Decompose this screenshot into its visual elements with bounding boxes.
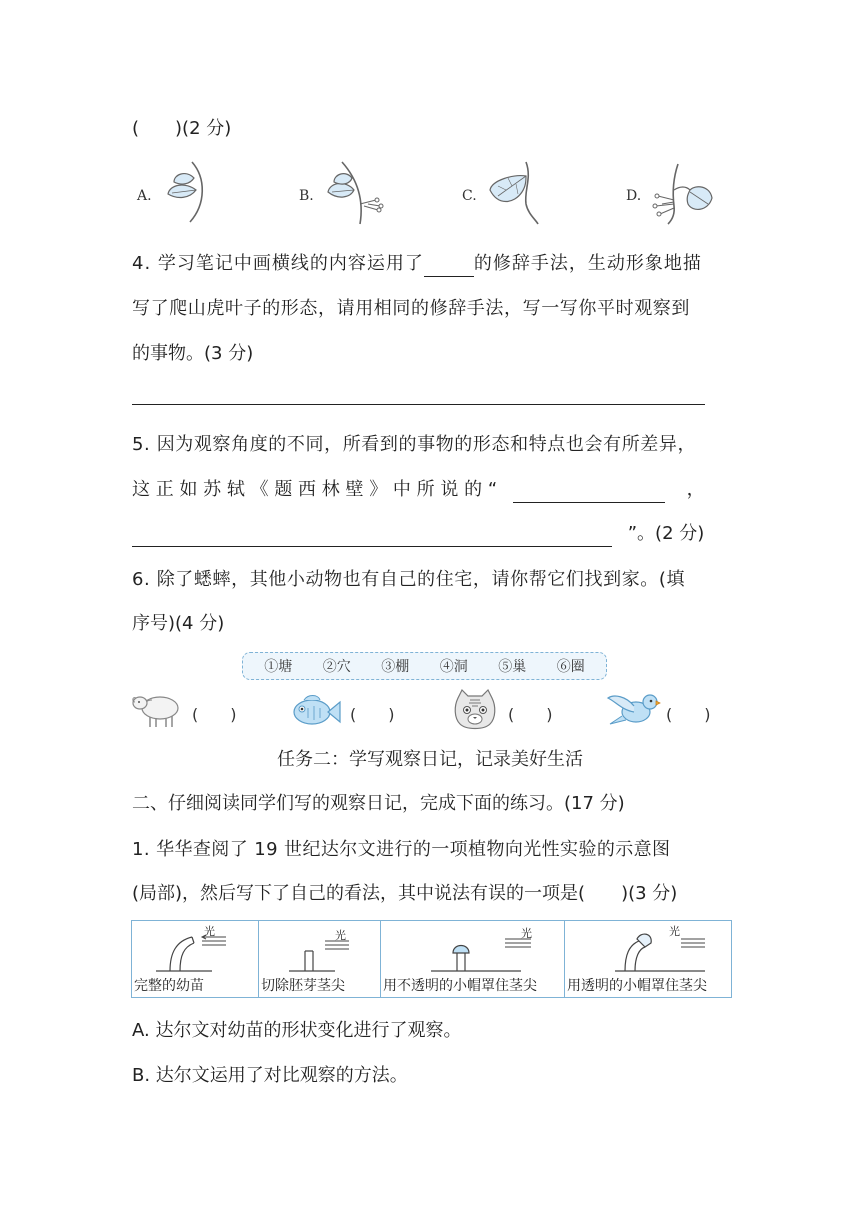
q3-tail: ( )(2 分) [132, 118, 232, 139]
s2q1-line2: (局部)，然后写下了自己的看法，其中说法有误的一项是( )(3 分) [132, 883, 678, 904]
bird-icon [606, 688, 660, 730]
panel-opaque-cap [381, 921, 565, 997]
word-option-2: ②穴 [322, 659, 351, 675]
fish-icon [290, 690, 342, 730]
q5-answer-blank-1[interactable] [513, 478, 665, 503]
q4-line1 [132, 252, 702, 277]
q4-line2: 写了爬山虎叶子的形态，请用相同的修辞手法，写一写你平时观察到 [132, 298, 690, 319]
seedling-intact-icon [142, 925, 254, 973]
q4-answer-blank[interactable] [424, 252, 474, 277]
q5-line2 [132, 478, 705, 503]
leaf-option-d-icon [650, 160, 714, 226]
word-option-4: ④洞 [439, 659, 468, 675]
choice-b[interactable]: B. 达尔文运用了对比观察的方法。 [132, 1065, 408, 1086]
section2-heading: 二、仔细阅读同学们写的观察日记，完成下面的练习。(17 分) [132, 793, 625, 814]
choice-a[interactable]: A. 达尔文对幼苗的形状变化进行了观察。 [132, 1020, 462, 1041]
light-label-4: 光 [669, 925, 680, 938]
panel-label-1: 完整的幼苗 [134, 978, 204, 994]
word-option-5: ⑤巢 [498, 659, 527, 675]
panel-intact-seedling [132, 921, 259, 997]
leaf-option-a-icon [162, 160, 212, 224]
panel-label-2: 切除胚芽茎尖 [261, 978, 345, 994]
task2-heading: 任务二：学写观察日记，记录美好生活 [277, 749, 583, 770]
q5-line2-post: ， [686, 479, 705, 500]
word-option-6: ⑥圈 [556, 659, 585, 675]
tiger-answer-paren[interactable]: ( ) [508, 705, 553, 724]
option-b-label: B. [299, 188, 314, 204]
sheep-answer-paren[interactable]: ( ) [192, 705, 237, 724]
light-label-1: 光 [204, 925, 215, 938]
q4-line3: 的事物。(3 分) [132, 343, 254, 364]
q4-line1-pre: 4. 学习笔记中画横线的内容运用了 [132, 253, 424, 274]
q5-answer-blank-2[interactable] [132, 522, 612, 547]
option-a-label: A. [137, 188, 152, 204]
seedling-transparent-cap-icon [605, 925, 729, 973]
q6-line1: 6. 除了蟋蟀，其他小动物也有自己的住宅，请你帮它们找到家。(填 [132, 569, 686, 590]
option-c-label: C. [462, 188, 477, 204]
sheep-icon [130, 690, 182, 730]
panel-tip-removed [259, 921, 381, 997]
bird-answer-paren[interactable]: ( ) [666, 705, 711, 724]
option-d-label: D. [626, 188, 642, 204]
seedling-opaque-cap-icon [421, 925, 561, 973]
q4-answer-line[interactable] [132, 404, 705, 405]
q5-line2-pre: 这 正 如 苏 轼 《 题 西 林 壁 》 中 所 说 的 “ [132, 479, 498, 500]
phototropism-figure [131, 920, 732, 998]
word-option-3: ③棚 [381, 659, 410, 675]
leaf-option-b-icon [324, 160, 386, 226]
q5-line3 [132, 522, 704, 547]
word-option-1: ①塘 [264, 659, 293, 675]
panel-label-4: 用透明的小帽罩住茎尖 [567, 978, 707, 994]
panel-transparent-cap [565, 921, 731, 997]
panel-label-3: 用不透明的小帽罩住茎尖 [383, 978, 537, 994]
light-label-3: 光 [521, 927, 532, 940]
tiger-icon [452, 688, 498, 732]
light-label-2: 光 [335, 929, 346, 942]
q5-line1: 5. 因为观察角度的不同，所看到的事物的形态和特点也会有所差异， [132, 434, 697, 455]
q4-line1-post: 的修辞手法，生动形象地描 [473, 253, 702, 274]
leaf-option-c-icon [488, 160, 548, 226]
habitat-word-box [242, 652, 607, 680]
seedling-tip-removed-icon [279, 925, 379, 973]
q6-line2: 序号)(4 分) [132, 613, 225, 634]
q5-line3-post: ”。(2 分) [627, 523, 705, 544]
fish-answer-paren[interactable]: ( ) [350, 705, 395, 724]
s2q1-line1: 1. 华华查阅了 19 世纪达尔文进行的一项植物向光性实验的示意图 [132, 839, 671, 860]
